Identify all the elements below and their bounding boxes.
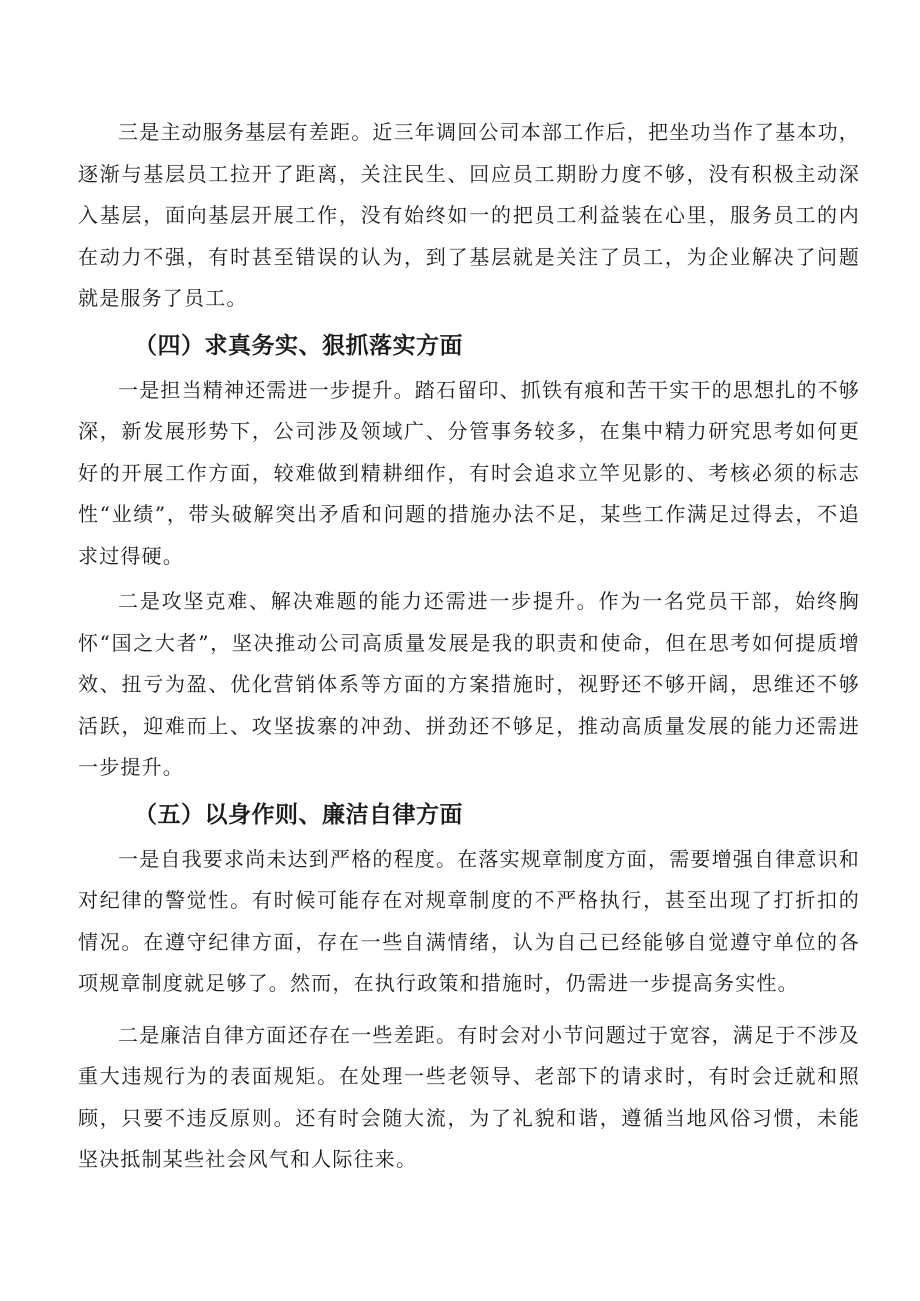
section-heading-four: （四）求真务实、狠抓落实方面 (134, 332, 463, 359)
paragraph-problem-solving: 二是攻坚克难、解决难题的能力还需进一步提升。作为一名党员干部，始终胸怀“国之大者”，坚决推动公司高质量发展是我的职责和使命，但在思考如何提质增效、扭亏为盈、优化营销体系等方面的方案措施时，视野还不够开阔，思维还不够活跃，迎难而上、攻坚拔寨的冲劲、拼劲还不够足，推动高质量发展的能力还需进一步提升。 (78, 589, 860, 779)
paragraph-self-discipline: 一是自我要求尚未达到严格的程度。在落实规章制度方面，需要增强自律意识和对纪律的警觉性。有时候可能存在对规章制度的不严格执行，甚至出现了打折扣的情况。在遵守纪律方面，存在一些自满情绪，认为自己已经能够自觉遵守单位的各项规章制度就足够了。然而，在执行政策和措施时，仍需进一步提高务实性。 (78, 846, 860, 995)
section-heading-five: （五）以身作则、廉洁自律方面 (134, 801, 463, 828)
paragraph-responsibility: 一是担当精神还需进一步提升。踏石留印、抓铁有痕和苦干实干的思想扎的不够深，新发展形势下，公司涉及领域广、分管事务较多，在集中精力研究思考如何更好的开展工作方面，较难做到精耕细作，有时会追求立竿见影的、考核必须的标志性“业绩”，带头破解突出矛盾和问题的措施办法不足，某些工作满足过得去，不追求过得硬。 (78, 377, 860, 568)
spacer (78, 1005, 860, 1015)
document-body (78, 112, 860, 1181)
paragraph-integrity: 二是廉洁自律方面还存在一些差距。有时会对小节问题过于宽容，满足于不涉及重大违规行为的表面规矩。在处理一些老领导、老部下的请求时，有时会迁就和照顾，只要不违反原则。还有时会随大流，为了礼貌和谐，遵循当地风俗习惯，未能坚决抵制某些社会风气和人际往来。 (78, 1022, 860, 1171)
paragraph-service-gap: 三是主动服务基层有差距。近三年调回公司本部工作后，把坐功当作了基本功，逐渐与基层员工拉开了距离，关注民生、回应员工期盼力度不够，没有积极主动深入基层，面向基层开展工作，没有始终如一的把员工利益装在心里，服务员工的内在动力不强，有时甚至错误的认为，到了基层就是关注了员工，为企业解决了问题就是服务了员工。 (78, 120, 860, 310)
